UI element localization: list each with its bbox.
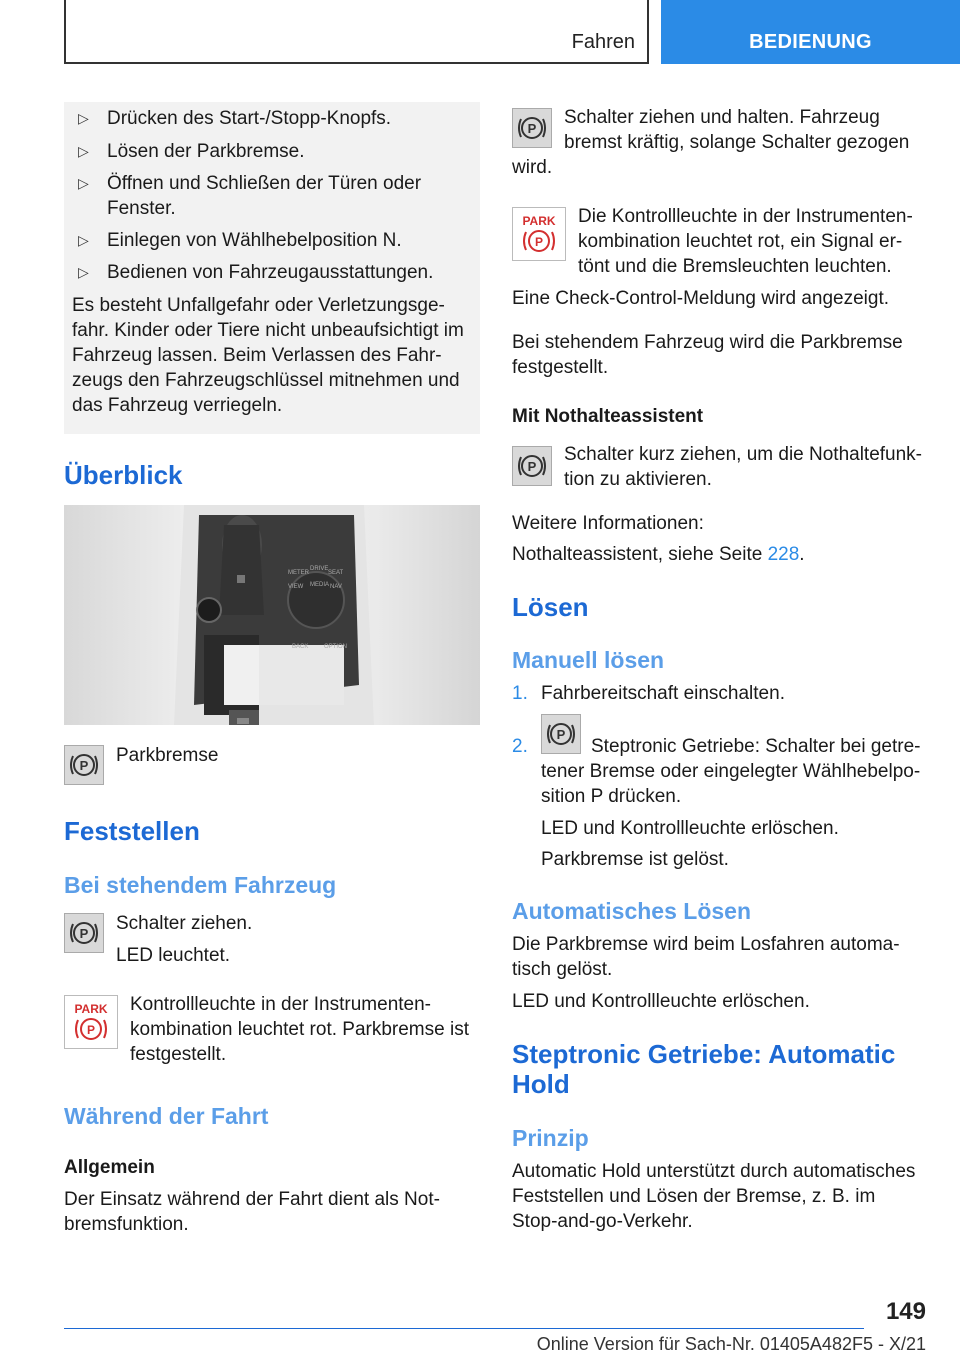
chapter-tab-label: BEDIENUNG bbox=[749, 31, 872, 53]
instruction-text: Kontrollleuchte in der Instrumenten- bbox=[130, 994, 431, 1015]
body-text: Bei stehendem Fahrzeug wird die Parkbremse bbox=[512, 332, 903, 353]
triangle-bullet-icon: ▷ bbox=[78, 175, 89, 191]
triangle-bullet-icon: ▷ bbox=[78, 110, 89, 126]
chapter-tab[interactable] bbox=[661, 0, 960, 64]
step-number: 2. bbox=[512, 736, 528, 757]
svg-text:P: P bbox=[527, 459, 537, 474]
heading-feststellen: Feststellen bbox=[64, 816, 200, 846]
instruction-text: wird. bbox=[512, 157, 553, 178]
center-console-photo: METER DRIVE SEAT VIEW MEDIA NAV BACK OPTION bbox=[64, 505, 480, 725]
svg-text:P: P bbox=[79, 926, 89, 941]
heading-loesen: Lösen bbox=[512, 592, 589, 622]
step-text: Fahrbereitschaft einschalten. bbox=[541, 683, 785, 704]
park-warning-light-icon bbox=[64, 995, 118, 1049]
instruction-text: tönt und die Bremsleuchten leuchten. bbox=[578, 256, 892, 277]
parking-brake-switch-icon bbox=[541, 714, 581, 754]
instruction-text: festgestellt. bbox=[130, 1044, 227, 1065]
step-text: Steptronic Getriebe: Schalter bei getre- bbox=[591, 736, 921, 757]
instruction-text: tion zu aktivieren. bbox=[564, 469, 712, 490]
body-text: bremsfunktion. bbox=[64, 1214, 189, 1235]
step-text: tener Bremse oder eingelegter Wählhebelpo- bbox=[541, 761, 921, 782]
heading-nothalteassistent: Mit Nothalteassistent bbox=[512, 406, 704, 427]
instruction-text: Schalter ziehen. bbox=[116, 913, 253, 934]
section-title: Fahren bbox=[571, 31, 635, 53]
console-illustration bbox=[64, 505, 480, 725]
heading-manuell-loesen: Manuell lösen bbox=[512, 647, 665, 673]
header-frame bbox=[64, 0, 649, 64]
list-item: ▷ Bedienen von Fahrzeugausstattungen. bbox=[78, 262, 434, 283]
heading-automatisches-loesen: Automatisches Lösen bbox=[512, 898, 751, 924]
step-text: Parkbremse ist gelöst. bbox=[541, 849, 729, 870]
svg-text:P: P bbox=[79, 758, 89, 773]
heading-ueberblick: Überblick bbox=[64, 460, 183, 490]
body-text: LED und Kontrollleuchte erlöschen. bbox=[512, 991, 810, 1012]
warning-text-line: Es besteht Unfallgefahr oder Verletzungsge- bbox=[72, 295, 445, 316]
body-text: Weitere Informationen: bbox=[512, 513, 704, 534]
parking-brake-switch-icon bbox=[512, 108, 552, 148]
instruction-text: LED leuchtet. bbox=[116, 945, 231, 966]
park-warning-light-icon bbox=[512, 207, 566, 261]
heading-stehendem-fahrzeug: Bei stehendem Fahrzeug bbox=[64, 872, 337, 898]
body-text: Stop-and-go-Verkehr. bbox=[512, 1211, 693, 1232]
svg-text:P: P bbox=[86, 1023, 96, 1037]
warning-text-line: fahr. Kinder oder Tiere nicht unbeaufsichtigt im bbox=[72, 320, 464, 341]
list-item: ▷ Öffnen und Schließen der Türen oder bbox=[78, 173, 422, 194]
heading-allgemein: Allgemein bbox=[64, 1157, 155, 1178]
body-text: Feststellen und Lösen der Bremse, z. B. im bbox=[512, 1186, 876, 1207]
svg-text:PARK: PARK bbox=[522, 214, 556, 228]
triangle-bullet-icon: ▷ bbox=[78, 264, 89, 280]
footer-online-version: Online Version für Sach-Nr. 01405A482F5 - X/21 bbox=[536, 1334, 926, 1354]
heading-steptronic-automatic-hold-cont: Hold bbox=[512, 1069, 570, 1099]
warning-text-line: zeugs den Fahrzeugschlüssel mitnehmen und bbox=[72, 370, 460, 391]
instruction-text: kombination leuchtet rot, ein Signal er- bbox=[578, 231, 903, 252]
warning-text-line: Fahrzeug lassen. Beim Verlassen des Fahr- bbox=[72, 345, 442, 366]
instruction-text: Schalter kurz ziehen, um die Nothaltefunk- bbox=[564, 444, 923, 465]
svg-text:P: P bbox=[556, 727, 566, 742]
list-item: ▷ Lösen der Parkbremse. bbox=[78, 141, 305, 162]
triangle-bullet-icon: ▷ bbox=[78, 232, 89, 248]
instruction-text: Die Kontrollleuchte in der Instrumenten- bbox=[578, 206, 913, 227]
list-item: ▷ Einlegen von Wählhebelposition N. bbox=[78, 230, 402, 251]
instruction-text: Schalter ziehen und halten. Fahrzeug bbox=[564, 107, 880, 128]
parking-brake-switch-icon bbox=[64, 913, 104, 953]
page-number: 149 bbox=[885, 1298, 926, 1325]
body-text: Der Einsatz während der Fahrt dient als Not- bbox=[64, 1189, 440, 1210]
svg-text:P: P bbox=[527, 121, 537, 136]
step-text: sition P drücken. bbox=[541, 786, 682, 807]
heading-prinzip: Prinzip bbox=[512, 1125, 589, 1151]
svg-text:P: P bbox=[534, 235, 544, 249]
warning-text-line: das Fahrzeug verriegeln. bbox=[72, 395, 283, 416]
body-text: Automatic Hold unterstützt durch automatisches bbox=[512, 1161, 916, 1182]
parkbremse-label: Parkbremse bbox=[116, 745, 219, 766]
triangle-bullet-icon: ▷ bbox=[78, 143, 89, 159]
parking-brake-switch-icon bbox=[512, 446, 552, 486]
heading-waehrend-fahrt: Während der Fahrt bbox=[64, 1103, 269, 1129]
page-link[interactable]: 228 bbox=[767, 544, 800, 565]
instruction-text: kombination leuchtet rot. Parkbremse ist bbox=[130, 1019, 469, 1040]
list-item-continued: Fenster. bbox=[107, 198, 176, 219]
instruction-text: bremst kräftig, solange Schalter gezogen bbox=[564, 132, 910, 153]
body-text: tisch gelöst. bbox=[512, 959, 613, 980]
body-text: Eine Check-Control-Meldung wird angezeigt. bbox=[512, 288, 890, 309]
body-text: Die Parkbremse wird beim Losfahren automa- bbox=[512, 934, 900, 955]
svg-text:PARK: PARK bbox=[74, 1002, 108, 1016]
parking-brake-switch-icon bbox=[64, 745, 104, 785]
body-text: festgestellt. bbox=[512, 357, 609, 378]
step-text: LED und Kontrollleuchte erlöschen. bbox=[541, 818, 839, 839]
cross-reference: Nothalteassistent, siehe Seite 228. bbox=[512, 544, 805, 565]
footer-divider bbox=[64, 1328, 864, 1329]
heading-steptronic-automatic-hold: Steptronic Getriebe: Automatic bbox=[512, 1039, 896, 1069]
step-number: 1. bbox=[512, 683, 528, 704]
list-item: ▷ Drücken des Start-/Stopp-Knopfs. bbox=[78, 108, 392, 129]
